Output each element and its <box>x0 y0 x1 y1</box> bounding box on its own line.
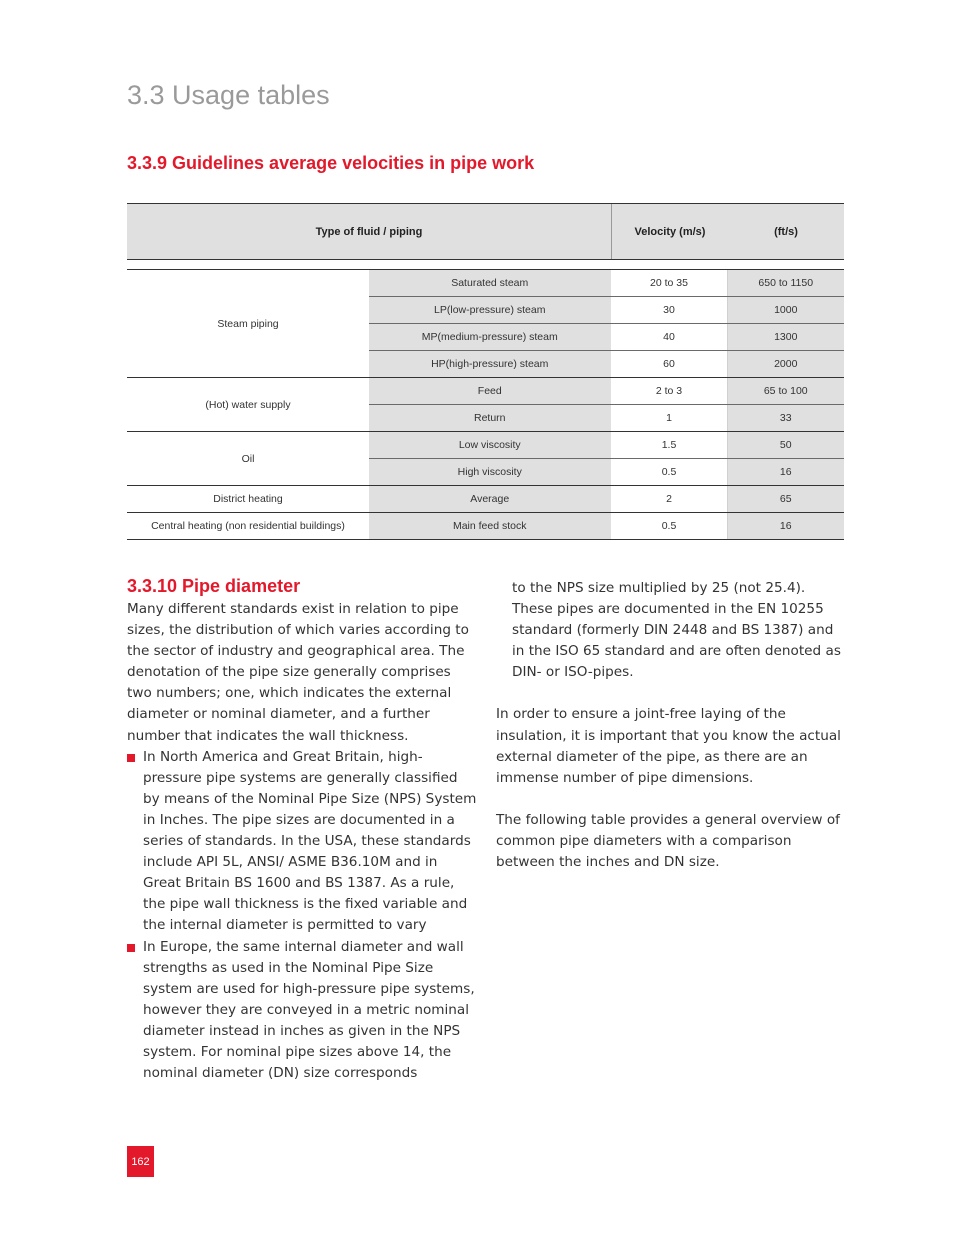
velocity-cell: 60 <box>611 351 727 378</box>
type-cell: Return <box>369 405 611 432</box>
fts-cell: 65 <box>727 486 844 513</box>
list-item <box>127 937 477 1085</box>
page-number: 162 <box>127 1146 154 1177</box>
fts-cell: 50 <box>727 432 844 459</box>
fts-cell: 33 <box>727 405 844 432</box>
type-cell: Low viscosity <box>369 432 611 459</box>
velocity-cell: 20 to 35 <box>611 270 727 297</box>
fts-cell: 16 <box>727 513 844 540</box>
type-cell: MP(medium-pressure) steam <box>369 324 611 351</box>
intro-paragraph: Many different standards exist in relation to pipe sizes, the distribution of which varies according to the sector of industry and geographical area. The denotation of the pipe size generally comprises two numbers; one, which indicates the external diameter or nominal diameter, and a further number that indicates the wall thickness. <box>127 601 469 744</box>
type-cell: Average <box>369 486 611 513</box>
bullet-square-icon <box>127 944 135 952</box>
fts-cell: 16 <box>727 459 844 486</box>
type-cell: HP(high-pressure) steam <box>369 351 611 378</box>
fts-cell: 2000 <box>727 351 844 378</box>
group-cell: Steam piping <box>127 270 369 378</box>
velocity-cell: 0.5 <box>611 459 727 486</box>
list-item <box>127 747 477 937</box>
bullet-square-icon <box>127 754 135 762</box>
pipe-diameter-title: 3.3.10 Pipe diameter <box>127 576 301 596</box>
header-velocity: Velocity (m/s) <box>634 225 706 238</box>
group-cell: Central heating (non residential buildings) <box>127 513 369 540</box>
table-row <box>127 378 844 405</box>
velocity-cell: 1 <box>611 405 727 432</box>
fts-cell: 65 to 100 <box>727 378 844 405</box>
page-title: 3.3 Usage tables <box>127 80 330 110</box>
section-title: 3.3.9 Guidelines average velocities in pipe work <box>127 153 535 173</box>
type-cell: Saturated steam <box>369 270 611 297</box>
bullet-text: In Europe, the same internal diameter and wall strengths as used in the Nominal Pipe Size system are used for high-pressure pipe systems, however they are conveyed in a metric nominal diameter instead in inches as given in the NPS system. For nominal pipe sizes above 14, the nominal diameter (DN) size corresponds <box>143 938 475 1082</box>
table-row <box>127 270 844 297</box>
velocity-cell: 2 to 3 <box>611 378 727 405</box>
table-header <box>127 203 844 260</box>
type-cell: LP(low-pressure) steam <box>369 297 611 324</box>
table-body <box>127 270 844 540</box>
table-row <box>127 513 844 540</box>
group-cell: District heating <box>127 486 369 513</box>
paragraph: The following table provides a general overview of common pipe diameters with a comparison between the inches and DN size. <box>496 811 840 871</box>
velocity-table <box>127 203 844 540</box>
table-spacer <box>127 260 844 270</box>
table-row <box>127 432 844 459</box>
header-fts: (ft/s) <box>774 225 798 238</box>
paragraph: In order to ensure a joint-free laying of the insulation, it is important that you know the actual external diameter of the pipe, as there are an immense number of pipe dimensions. <box>496 706 841 786</box>
right-column <box>496 578 841 873</box>
velocity-cell: 30 <box>611 297 727 324</box>
velocity-cell: 40 <box>611 324 727 351</box>
left-column <box>127 599 477 1084</box>
bullet-text: In North America and Great Britain, high-pressure pipe systems are generally classified by means of the Nominal Pipe Size (NPS) System in Inches. The pipe sizes are documented in a series of standards. In the USA, these standards include API 5L, ANSI/ ASME B36.10M and in Great Britain BS 1600 and BS 1387. As a rule, the pipe wall thickness is the fixed variable and the internal diameter is permitted to vary <box>143 748 477 934</box>
type-cell: Main feed stock <box>369 513 611 540</box>
group-cell: (Hot) water supply <box>127 378 369 432</box>
velocity-cell: 1.5 <box>611 432 727 459</box>
velocity-cell: 2 <box>611 486 727 513</box>
fts-cell: 1300 <box>727 324 844 351</box>
velocity-cell: 0.5 <box>611 513 727 540</box>
bullet-continuation: to the NPS size multiplied by 25 (not 25.4). These pipes are documented in the EN 10255 standard (formerly DIN 2448 and BS 1387) and in the ISO 65 standard and are often denoted as DIN- or ISO-pipes. <box>512 580 841 681</box>
group-cell: Oil <box>127 432 369 486</box>
header-fluid: Type of fluid / piping <box>127 204 612 259</box>
type-cell: High viscosity <box>369 459 611 486</box>
table-row <box>127 486 844 513</box>
fts-cell: 1000 <box>727 297 844 324</box>
fts-cell: 650 to 1150 <box>727 270 844 297</box>
type-cell: Feed <box>369 378 611 405</box>
